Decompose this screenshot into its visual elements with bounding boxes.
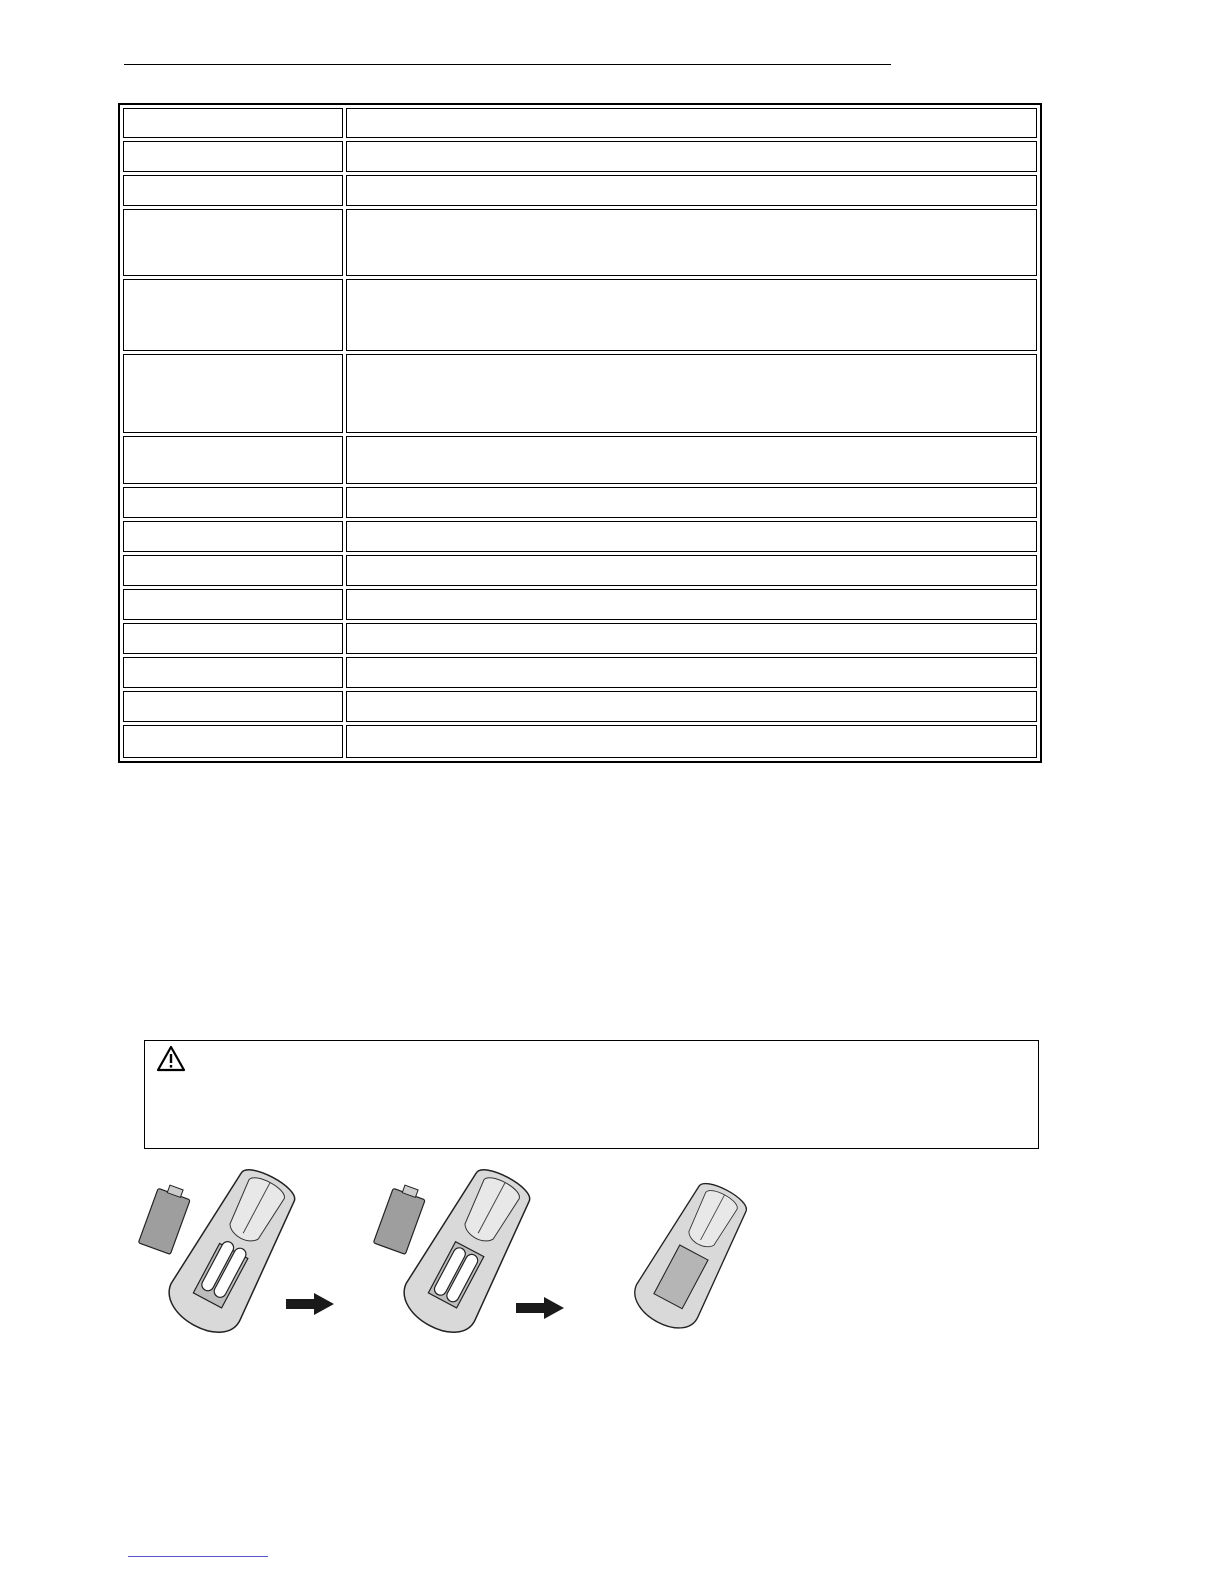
spec-key-cell (123, 623, 343, 654)
spec-value-cell (346, 657, 1037, 688)
table-row (123, 657, 1037, 688)
right-arrow-icon (516, 1297, 564, 1319)
table-row (123, 623, 1037, 654)
spec-value-cell (346, 589, 1037, 620)
table-row (123, 108, 1037, 138)
header-rule (124, 64, 891, 65)
right-arrow-icon (286, 1293, 334, 1315)
spec-key-cell (123, 555, 343, 586)
spec-value-cell (346, 725, 1037, 758)
spec-value-cell (346, 209, 1037, 276)
spec-key-cell (123, 354, 343, 433)
spec-key-cell (123, 657, 343, 688)
spec-key-cell (123, 589, 343, 620)
warning-box (144, 1040, 1039, 1149)
spec-value-cell (346, 354, 1037, 433)
spec-value-cell (346, 487, 1037, 518)
remote-open-batteries-illustration (130, 1158, 310, 1348)
spec-value-cell (346, 691, 1037, 722)
spec-table (118, 103, 1042, 763)
spec-key-cell (123, 175, 343, 206)
table-row (123, 279, 1037, 351)
spec-value-cell (346, 141, 1037, 172)
spec-value-cell (346, 555, 1037, 586)
table-row (123, 691, 1037, 722)
table-row (123, 436, 1037, 484)
spec-value-cell (346, 521, 1037, 552)
spec-value-cell (346, 436, 1037, 484)
spec-value-cell (346, 108, 1037, 138)
table-row (123, 487, 1037, 518)
spec-key-cell (123, 725, 343, 758)
table-row (123, 555, 1037, 586)
spec-value-cell (346, 175, 1037, 206)
remote-cover-closed-illustration (600, 1165, 760, 1350)
table-row (123, 725, 1037, 758)
spec-key-cell (123, 436, 343, 484)
table-row (123, 589, 1037, 620)
spec-value-cell (346, 623, 1037, 654)
warning-triangle-icon (156, 1045, 186, 1073)
spec-key-cell (123, 108, 343, 138)
spec-key-cell (123, 279, 343, 351)
remote-batteries-inserted-illustration (365, 1158, 545, 1348)
table-row (123, 521, 1037, 552)
spec-key-cell (123, 141, 343, 172)
spec-key-cell (123, 487, 343, 518)
spec-value-cell (346, 279, 1037, 351)
table-row (123, 175, 1037, 206)
footer-link-underline (128, 1556, 268, 1557)
table-row (123, 354, 1037, 433)
spec-key-cell (123, 521, 343, 552)
table-row (123, 141, 1037, 172)
spec-key-cell (123, 209, 343, 276)
spec-key-cell (123, 691, 343, 722)
table-row (123, 209, 1037, 276)
